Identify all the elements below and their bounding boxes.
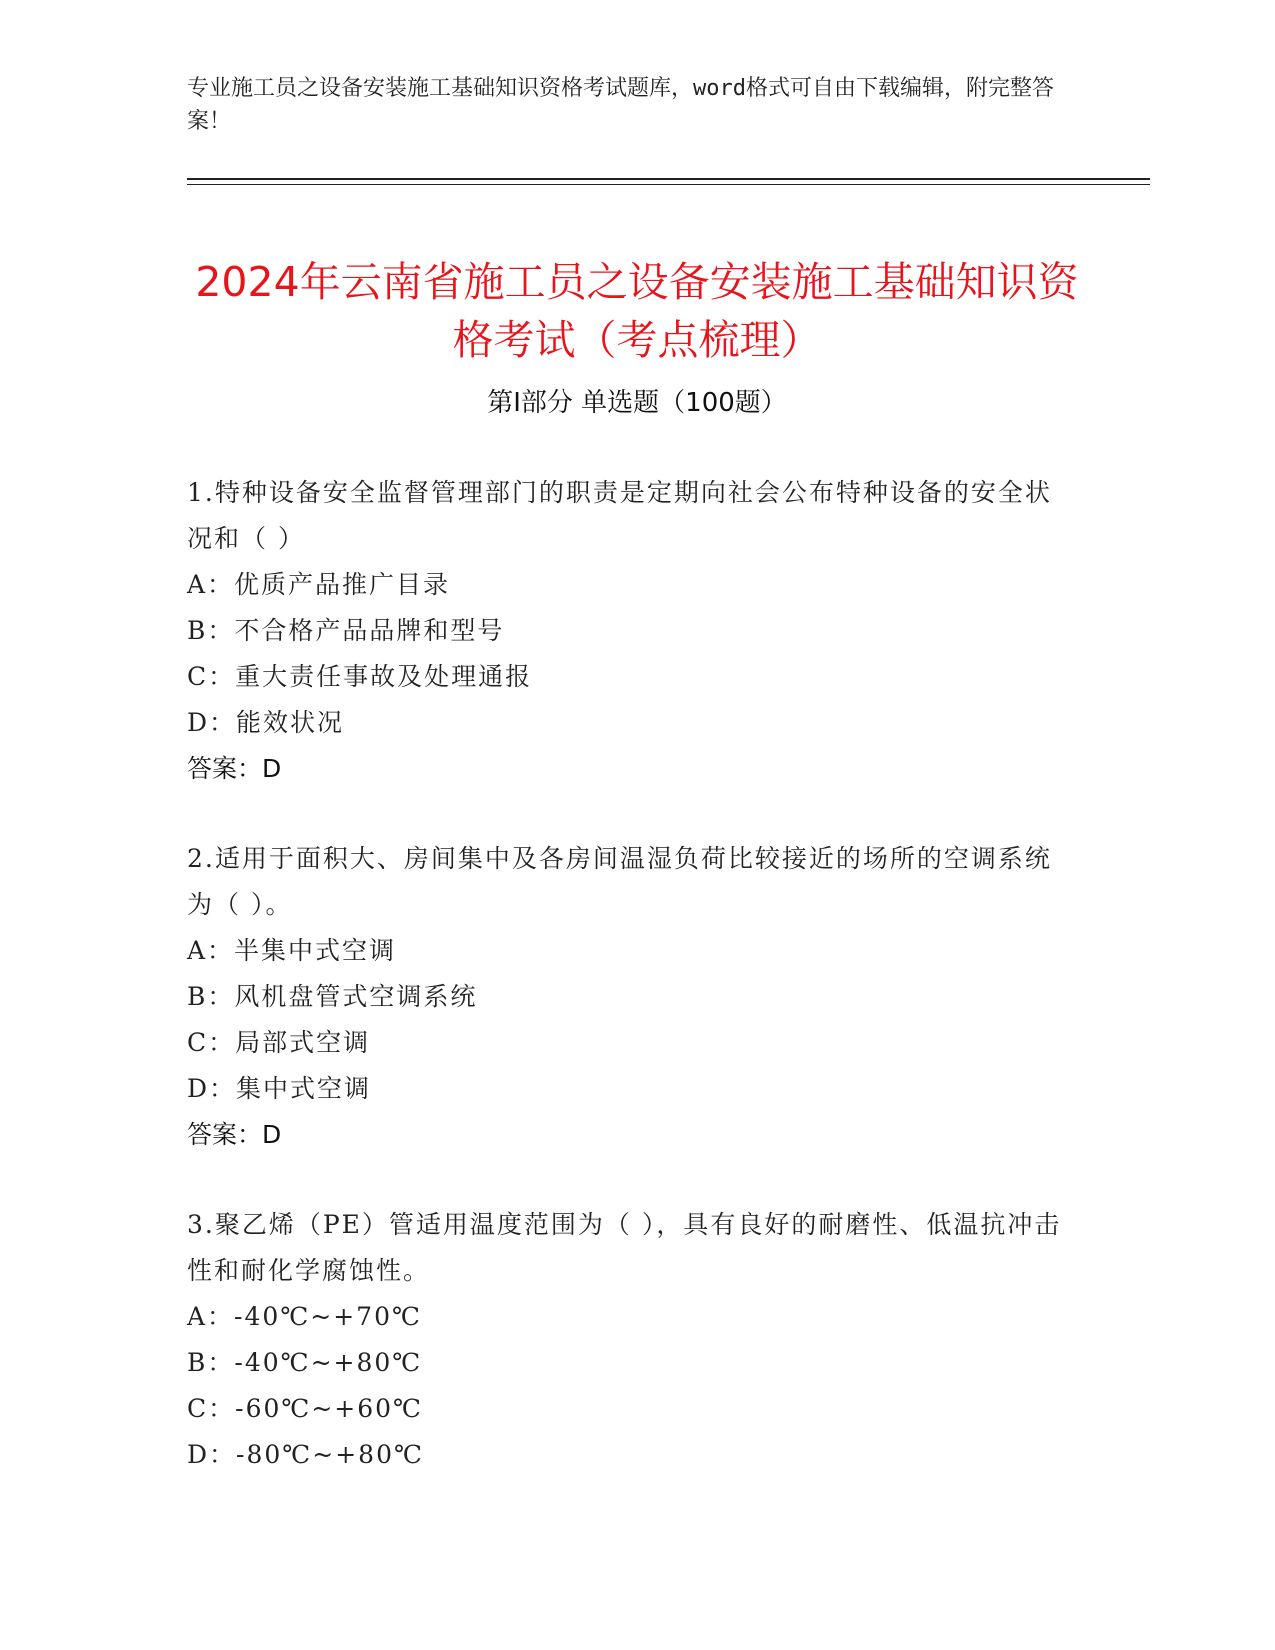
question-stem: 3.聚乙烯（PE）管适用温度范围为（ ），具有良好的耐磨性、低温抗冲击性和耐化学腐蚀性。 [187, 1210, 1062, 1285]
header-rule-thick [187, 178, 1150, 180]
option-b: B：不合格产品品牌和型号 [187, 616, 505, 645]
option-a: A：半集中式空调 [187, 936, 397, 965]
option-a: A：优质产品推广目录 [187, 570, 451, 599]
header-rule-thin [187, 184, 1150, 185]
question-3 [187, 1202, 1067, 1478]
question-2 [187, 836, 1067, 1158]
header-note: 专业施工员之设备安装施工基础知识资格考试题库，word格式可自由下载编辑，附完整答案！ [187, 76, 1054, 134]
question-1 [187, 470, 1067, 792]
option-b: B：-40℃~+80℃ [187, 1348, 423, 1377]
option-c: C：-60℃~+60℃ [187, 1394, 424, 1423]
option-c: C：重大责任事故及处理通报 [187, 662, 533, 691]
option-d: D：-80℃~+80℃ [187, 1440, 424, 1469]
section-title: 第Ⅰ部分 单选题（100题） [487, 388, 787, 418]
question-list [187, 470, 1067, 1522]
option-c: C：局部式空调 [187, 1028, 371, 1057]
question-stem: 1.特种设备安全监督管理部门的职责是定期向社会公布特种设备的安全状况和（ ） [187, 478, 1052, 553]
option-d: D：能效状况 [187, 708, 345, 737]
document-title: 2024年云南省施工员之设备安装施工基础知识资格考试（考点梳理） [195, 258, 1079, 365]
question-stem: 2.适用于面积大、房间集中及各房间温湿负荷比较接近的场所的空调系统为（ ）。 [187, 844, 1052, 919]
option-a: A：-40℃~+70℃ [187, 1302, 422, 1331]
answer-line: 答案：D [187, 754, 282, 783]
option-b: B：风机盘管式空调系统 [187, 982, 478, 1011]
option-d: D：集中式空调 [187, 1074, 372, 1103]
answer-line: 答案：D [187, 1120, 282, 1149]
